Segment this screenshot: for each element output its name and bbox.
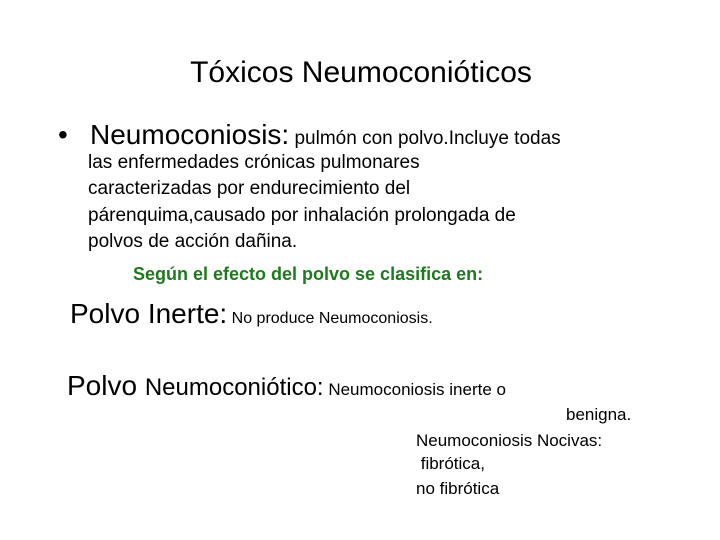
definition-line: las enfermedades crónicas pulmonares xyxy=(88,152,420,173)
neumoconiotico-definition-line: fibrótica, xyxy=(416,454,485,473)
polvo-neumoconiotico-term-polvo: Polvo xyxy=(67,370,145,401)
polvo-neumoconiotico-definition-start: Neumoconiosis inerte o xyxy=(323,380,506,399)
polvo-neumoconiotico-term: Neumoconiótico: xyxy=(144,374,324,401)
neumoconiosis-definition-start: pulmón con polvo.Incluye todas xyxy=(289,128,561,149)
polvo-inerte-term: Polvo Inerte: xyxy=(70,298,228,329)
definition-line: polvos de acción dañina. xyxy=(88,231,298,252)
slide-title: Tóxicos Neumoconióticos xyxy=(190,56,532,89)
polvo-inerte-definition: No produce Neumoconiosis. xyxy=(227,310,433,327)
bullet-marker: • xyxy=(58,119,68,150)
classification-heading: Según el efecto del polvo se clasifica en: xyxy=(133,264,484,284)
definition-line: caracterizadas por endurecimiento del xyxy=(88,178,411,199)
neumoconiosis-term: Neumoconiosis: xyxy=(90,119,290,150)
definition-line: párenquima,causado por inhalación prolongada de xyxy=(88,205,516,226)
neumoconiotico-definition-line: no fibrótica xyxy=(416,479,500,498)
polvo-inerte-item xyxy=(70,295,433,338)
polvo-neumoconiotico-item xyxy=(67,366,506,411)
neumoconiotico-definition-line: Neumoconiosis Nocivas: xyxy=(416,431,603,450)
neumoconiotico-definition-line: benigna. xyxy=(566,405,632,424)
